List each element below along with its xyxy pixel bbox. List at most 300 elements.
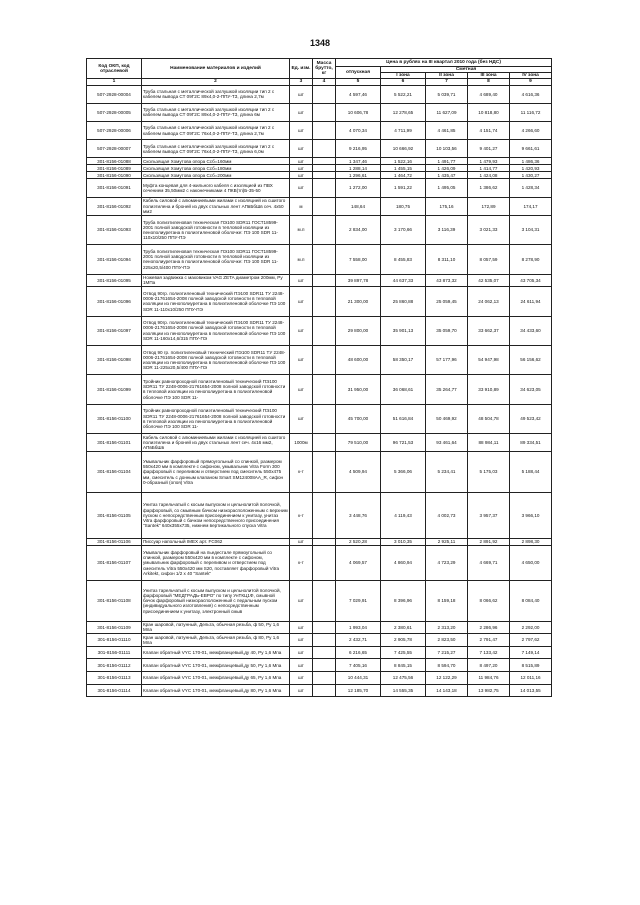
- row-code: 507-2928-00005: [87, 103, 142, 121]
- row-unit: шт: [290, 316, 313, 345]
- row-zone-1-price: 1 522,16: [381, 158, 426, 165]
- row-zone-3-price: 54 947,98: [468, 345, 510, 374]
- row-mass: [313, 85, 336, 103]
- row-name: Труба полиэтиленовая техническая ПЭ100 SDR11 ГОСТ18599-2001 полной заводской готовности в тепловой изоляции из пенополиуретана в полиэтиленовой оболочке: ПЭ 100 SDR 11-225х20,5/400 ППУ-ПЭ: [142, 245, 290, 274]
- col-number: 7: [426, 79, 468, 85]
- row-zone-3-price: 42 535,07: [468, 274, 510, 287]
- col-number: 5: [336, 79, 381, 85]
- row-release-price: 7 558,00: [336, 245, 381, 274]
- table-row: [87, 287, 552, 316]
- row-zone-4-price: 2 797,62: [510, 634, 552, 647]
- row-unit: шт: [290, 172, 313, 179]
- row-zone-2-price: 1 426,09: [426, 165, 468, 172]
- row-release-price: 48 600,00: [336, 345, 381, 374]
- row-mass: [313, 452, 336, 493]
- row-unit: шт: [290, 287, 313, 316]
- row-zone-3-price: 1 479,93: [468, 158, 510, 165]
- table-row: [87, 659, 552, 672]
- row-zone-4-price: 8 084,40: [510, 581, 552, 622]
- row-zone-4-price: 89 334,51: [510, 434, 552, 452]
- row-name: Ножевая задвижка с маховиком VAG ZETA диаметром 200мм, Ру 1МПа: [142, 274, 290, 287]
- row-unit: шт: [290, 646, 313, 659]
- row-zone-3-price: 8 057,59: [468, 245, 510, 274]
- row-zone-2-price: 8 311,10: [426, 245, 468, 274]
- row-zone-2-price: 5 039,71: [426, 85, 468, 103]
- table-row: [87, 274, 552, 287]
- row-code: 301-8156-01099: [87, 375, 142, 404]
- table-row: [87, 434, 552, 452]
- row-code: 301-8156-01095: [87, 274, 142, 287]
- row-release-price: 2 834,00: [336, 215, 381, 244]
- row-zone-3-price: 48 504,78: [468, 404, 510, 433]
- row-mass: [313, 672, 336, 685]
- row-release-price: 148,64: [336, 197, 381, 215]
- row-mass: [313, 103, 336, 121]
- row-zone-1-price: 96 721,53: [381, 434, 426, 452]
- row-zone-4-price: 14 013,55: [510, 684, 552, 697]
- row-unit: шт: [290, 85, 313, 103]
- row-unit: шт: [290, 621, 313, 634]
- row-zone-3-price: 13 982,75: [468, 684, 510, 697]
- row-name: Труба стальная с металлической заглушкой изоляции тип 2 с кабелем вывода СТ 09Г2С 89х4,0-2-ППУ-ТЗ, длина 6м: [142, 103, 290, 121]
- row-zone-1-price: 44 637,33: [381, 274, 426, 287]
- row-zone-2-price: 2 823,50: [426, 634, 468, 647]
- row-unit: м.п: [290, 245, 313, 274]
- row-mass: [313, 634, 336, 647]
- row-mass: [313, 375, 336, 404]
- row-zone-3-price: 33 910,89: [468, 375, 510, 404]
- row-code: 507-2928-00004: [87, 85, 142, 103]
- row-zone-4-price: 11 116,72: [510, 103, 552, 121]
- row-mass: [313, 274, 336, 287]
- table-row: [87, 684, 552, 697]
- row-unit: шт: [290, 404, 313, 433]
- row-code: 301-8156-01105: [87, 492, 142, 538]
- row-zone-1-price: 4 860,94: [381, 546, 426, 581]
- row-release-price: 1 347,46: [336, 158, 381, 165]
- row-mass: [313, 581, 336, 622]
- row-unit: к-т: [290, 452, 313, 493]
- row-zone-1-price: 4 119,43: [381, 492, 426, 538]
- table-row: [87, 546, 552, 581]
- row-zone-4-price: 1 430,27: [510, 172, 552, 179]
- row-code: 301-8156-01098: [87, 345, 142, 374]
- row-code: 301-8156-01089: [87, 165, 142, 172]
- row-name: Умывальник фарфоровый на пьедестале прямоугольный со спинкой, размером 550х420 мм в комплекте с сифоном, умывальник фарфоровый с переливом и отверстием под смеситель Vitra 550х420 мм S20, поставляет фарфоровый Vitra Arkitekt, сифон 1/2 х 40 "Santek": [142, 546, 290, 581]
- table-row: [87, 197, 552, 215]
- row-zone-2-price: 1 491,77: [426, 158, 468, 165]
- row-zone-4-price: 8 278,90: [510, 245, 552, 274]
- row-release-price: 10 444,31: [336, 672, 381, 685]
- row-zone-1-price: 8 455,83: [381, 245, 426, 274]
- row-zone-4-price: 9 661,61: [510, 140, 552, 158]
- row-zone-2-price: 35 264,77: [426, 375, 468, 404]
- row-unit: шт: [290, 345, 313, 374]
- row-release-price: 21 300,00: [336, 287, 381, 316]
- row-zone-3-price: 4 151,74: [468, 121, 510, 139]
- row-zone-4-price: 34 623,05: [510, 375, 552, 404]
- row-zone-4-price: 5 188,44: [510, 452, 552, 493]
- row-code: 301-8156-01096: [87, 287, 142, 316]
- row-mass: [313, 158, 336, 165]
- row-name: Унитаз тарельчатый с косым выпуском и цельнолитой полочкой, фарфоровый, со смывным бачком низкорасположенным с верхним пуском с непосредственным присоединением к унитазу, унитаз Vitra фарфоровый с бачком непосредственного присоединения "Santek" 640х355х735, нижнем вертикального спуска Vitra: [142, 492, 290, 538]
- row-mass: [313, 197, 336, 215]
- table-row: [87, 345, 552, 374]
- row-zone-1-price: 2 905,78: [381, 634, 426, 647]
- row-zone-4-price: 1 428,34: [510, 179, 552, 197]
- row-unit: шт: [290, 375, 313, 404]
- row-zone-1-price: 5 366,06: [381, 452, 426, 493]
- row-code: 301-8156-01090: [87, 172, 142, 179]
- row-name: Труба стальная с металлической заглушкой изоляции тип 2 с кабелем вывода СТ 09Г2С 89х4,0-2-ППУ-ТЗ, длина 2,7м: [142, 85, 290, 103]
- page-number: 1348: [309, 38, 331, 48]
- row-zone-2-price: 50 469,92: [426, 404, 468, 433]
- row-unit: шт: [290, 659, 313, 672]
- row-mass: [313, 215, 336, 244]
- row-name: Тройник равнопроходной полиэтиленовый технический ПЭ100 SDR11 ТУ 2248-0006-21761654-2008 полной заводской готовности в тепловой изоляции из пенополиуретана в полиэтиленовой оболочке ПЭ 100 SDR 11-: [142, 404, 290, 433]
- row-zone-3-price: 7 133,42: [468, 646, 510, 659]
- row-zone-2-price: 12 122,29: [426, 672, 468, 685]
- row-zone-1-price: 4 711,99: [381, 121, 426, 139]
- row-zone-2-price: 35 059,70: [426, 316, 468, 345]
- row-zone-2-price: 2 925,11: [426, 539, 468, 546]
- header-zone-3: III зона: [468, 73, 510, 79]
- table-row: [87, 215, 552, 244]
- row-mass: [313, 492, 336, 538]
- row-code: 301-8156-01108: [87, 581, 142, 622]
- row-zone-2-price: 4 723,29: [426, 546, 468, 581]
- row-code: 301-8156-01093: [87, 215, 142, 244]
- row-code: 301-8156-01109: [87, 621, 142, 634]
- price-table: [86, 58, 552, 697]
- row-name: Клапан обратный VYC 170-01, межфланцевый,ду 40, Ру 1,6 Мпа: [142, 646, 290, 659]
- table-row: [87, 621, 552, 634]
- header-name: Наименование материалов и изделий: [142, 59, 290, 79]
- row-name: Отвод 90гр. полиэтиленовый технический ПЭ100 SDR11 ТУ 2248-0006-21761654-2008 полной заводской готовности в тепловой изоляции из пенополиуретана в полиэтиленовой оболочке ПЭ 100 SDR 11-110х10/250 ППУ-ПЭ: [142, 287, 290, 316]
- row-name: Писсуар напольный IMEX арт. FC062: [142, 539, 290, 546]
- table-row: [87, 316, 552, 345]
- header-zone-1: I зона: [381, 73, 426, 79]
- row-zone-1-price: 1 464,72: [381, 172, 426, 179]
- table-row: [87, 158, 552, 165]
- row-zone-1-price: 36 068,61: [381, 375, 426, 404]
- row-unit: к-т: [290, 492, 313, 538]
- row-zone-2-price: 5 234,41: [426, 452, 468, 493]
- row-name: Скользящая Хомутова опора Ссб=180мм: [142, 165, 290, 172]
- table-row: [87, 85, 552, 103]
- row-zone-1-price: 3 010,35: [381, 539, 426, 546]
- row-zone-3-price: 33 662,37: [468, 316, 510, 345]
- table-row: [87, 375, 552, 404]
- row-zone-4-price: 1 486,36: [510, 158, 552, 165]
- row-name: Кабель силовой с алюминиевыми жилами с изоляцией из сшитого полиэтилена и броней из двух стальных лент сеч. 4х16 мм2, АПвБбШв: [142, 434, 290, 452]
- table-row: [87, 245, 552, 274]
- row-zone-3-price: 24 062,13: [468, 287, 510, 316]
- row-zone-4-price: 49 523,42: [510, 404, 552, 433]
- row-unit: шт: [290, 158, 313, 165]
- row-release-price: 1 993,04: [336, 621, 381, 634]
- row-zone-1-price: 25 860,88: [381, 287, 426, 316]
- row-mass: [313, 434, 336, 452]
- row-zone-3-price: 3 021,33: [468, 215, 510, 244]
- row-release-price: 1 288,14: [336, 165, 381, 172]
- row-name: Муфта концевая для 4-жильного кабеля с изоляцией из ПВХ сечением 35,50мм2 с наконечниками 4 ПКВ(тп)Б-35-50: [142, 179, 290, 197]
- row-zone-4-price: 4 616,36: [510, 85, 552, 103]
- row-name: Клапан обратный VYC 170-01, межфланцевый,ду 80, Ру 1,6 Мпа: [142, 684, 290, 697]
- row-zone-3-price: 88 984,11: [468, 434, 510, 452]
- row-release-price: 31 950,00: [336, 375, 381, 404]
- row-zone-3-price: 5 175,03: [468, 452, 510, 493]
- row-zone-1-price: 8 845,15: [381, 659, 426, 672]
- row-zone-3-price: 8 066,62: [468, 581, 510, 622]
- row-zone-4-price: 56 156,62: [510, 345, 552, 374]
- row-zone-3-price: 3 957,37: [468, 492, 510, 538]
- row-code: 301-8156-01091: [87, 179, 142, 197]
- header-estimate: Сметная: [381, 67, 552, 73]
- header-unit: Ед. изм.: [290, 59, 313, 79]
- row-zone-2-price: 14 143,18: [426, 684, 468, 697]
- row-release-price: 29 800,00: [336, 316, 381, 345]
- row-zone-1-price: 12 475,56: [381, 672, 426, 685]
- row-release-price: 4 070,34: [336, 121, 381, 139]
- row-mass: [313, 404, 336, 433]
- row-name: Кабель силовой с алюминиевыми жилами с изоляцией из сшитого полиэтилена и броней из двух стальных лент АПвБбШв сеч. 4х50 мм2: [142, 197, 290, 215]
- row-zone-1-price: 10 666,92: [381, 140, 426, 158]
- table-row: [87, 140, 552, 158]
- row-mass: [313, 659, 336, 672]
- row-release-price: 6 216,65: [336, 646, 381, 659]
- row-zone-3-price: 1 424,08: [468, 172, 510, 179]
- row-zone-2-price: 3 116,39: [426, 215, 468, 244]
- row-name: Унитаз тарельчатый с косым выпуском и цельнолитой полочкой, фарфоровый "МЕДГРАДЬ-ЕВРО" по типу УнТКЦ1Ф, смывной бачок фарфоровый низкорасположенный с педальным пуском (индивидуального изготовления) с непосредственным присоединением к унитазу, электронный смыв: [142, 581, 290, 622]
- table-row: [87, 646, 552, 659]
- row-zone-4-price: 4 650,00: [510, 546, 552, 581]
- row-unit: м: [290, 197, 313, 215]
- col-number: 2: [142, 79, 290, 85]
- row-name: Скользящая Хомутова опора Ссб=200мм: [142, 172, 290, 179]
- row-zone-1-price: 58 350,17: [381, 345, 426, 374]
- row-release-price: 39 897,78: [336, 274, 381, 287]
- row-code: 301-8156-01094: [87, 245, 142, 274]
- table-row: [87, 165, 552, 172]
- row-zone-4-price: 3 966,10: [510, 492, 552, 538]
- row-code: 301-8156-01111: [87, 646, 142, 659]
- row-code: 301-8156-01112: [87, 659, 142, 672]
- row-name: Клапан обратный VYC 170-01, межфланцевый,ду 50, Ру 1,6 Мпа: [142, 659, 290, 672]
- row-code: 301-8156-01107: [87, 546, 142, 581]
- row-name: Тройник равнопроходной полиэтиленовый технический ПЭ100 SDR11 ТУ 2248-0006-21761654-2008 полной заводской готовности в тепловой изоляции из пенополиуретана в полиэтиленовой оболочке ПЭ 100 SDR 11-: [142, 375, 290, 404]
- row-code: 301-8156-01097: [87, 316, 142, 345]
- row-zone-4-price: 7 149,14: [510, 646, 552, 659]
- row-zone-1-price: 8 396,96: [381, 581, 426, 622]
- row-zone-2-price: 10 103,56: [426, 140, 468, 158]
- row-zone-2-price: 4 461,85: [426, 121, 468, 139]
- table-row: [87, 634, 552, 647]
- col-number: 8: [468, 79, 510, 85]
- row-zone-2-price: 175,16: [426, 197, 468, 215]
- table-row: [87, 492, 552, 538]
- row-zone-2-price: 1 495,05: [426, 179, 468, 197]
- row-code: 301-8156-01092: [87, 197, 142, 215]
- row-code: 507-2928-00006: [87, 121, 142, 139]
- row-code: 301-8156-01088: [87, 158, 142, 165]
- row-zone-1-price: 12 278,65: [381, 103, 426, 121]
- row-zone-3-price: 4 689,40: [468, 85, 510, 103]
- row-release-price: 3 448,76: [336, 492, 381, 538]
- row-mass: [313, 539, 336, 546]
- row-mass: [313, 345, 336, 374]
- table-row: [87, 121, 552, 139]
- row-name: Отвод 90 гр. полиэтиленовый технический ПЭ100 SDR11 ТУ 2248-0006-21761654-2008 полной заводской готовности в тепловой изоляции из пенополиуретана в полиэтиленовой оболочке ПЭ 100 SDR 11-225х20,5/400 ППУ-ПЭ: [142, 345, 290, 374]
- row-zone-2-price: 8 159,18: [426, 581, 468, 622]
- row-release-price: 4 069,57: [336, 546, 381, 581]
- row-zone-2-price: 2 313,20: [426, 621, 468, 634]
- row-zone-2-price: 1 435,47: [426, 172, 468, 179]
- row-unit: шт: [290, 274, 313, 287]
- row-zone-3-price: 11 984,76: [468, 672, 510, 685]
- col-number: 1: [87, 79, 142, 85]
- row-mass: [313, 140, 336, 158]
- row-unit: шт: [290, 634, 313, 647]
- row-zone-4-price: 3 104,31: [510, 215, 552, 244]
- row-unit: к-т: [290, 546, 313, 581]
- col-number: 9: [510, 79, 552, 85]
- row-mass: [313, 684, 336, 697]
- row-zone-1-price: 1 455,15: [381, 165, 426, 172]
- row-zone-4-price: 4 266,60: [510, 121, 552, 139]
- row-zone-3-price: 8 497,20: [468, 659, 510, 672]
- row-code: 507-2928-00007: [87, 140, 142, 158]
- row-zone-3-price: 2 791,47: [468, 634, 510, 647]
- row-zone-1-price: 51 616,84: [381, 404, 426, 433]
- row-zone-4-price: 174,17: [510, 197, 552, 215]
- row-mass: [313, 646, 336, 659]
- row-zone-4-price: 12 011,16: [510, 672, 552, 685]
- row-zone-4-price: 8 515,89: [510, 659, 552, 672]
- row-name: Клапан обратный VYC 170-01, межфланцевый,ду 65, Ру 1,6 Мпа: [142, 672, 290, 685]
- row-zone-1-price: 5 522,21: [381, 85, 426, 103]
- row-code: 301-8156-01110: [87, 634, 142, 647]
- row-zone-2-price: 57 177,96: [426, 345, 468, 374]
- row-zone-3-price: 2 286,96: [468, 621, 510, 634]
- col-number: 3: [290, 79, 313, 85]
- row-zone-2-price: 25 059,45: [426, 287, 468, 316]
- row-release-price: 1 296,61: [336, 172, 381, 179]
- row-code: 301-8156-01114: [87, 684, 142, 697]
- row-zone-2-price: 11 627,09: [426, 103, 468, 121]
- row-code: 301-8156-01113: [87, 672, 142, 685]
- row-unit: 1000м: [290, 434, 313, 452]
- row-release-price: 45 700,00: [336, 404, 381, 433]
- row-zone-4-price: 24 611,94: [510, 287, 552, 316]
- row-mass: [313, 287, 336, 316]
- row-mass: [313, 165, 336, 172]
- row-unit: шт: [290, 179, 313, 197]
- row-zone-4-price: 2 898,30: [510, 539, 552, 546]
- header-release: отпускная: [336, 67, 381, 79]
- row-code: 301-8156-01106: [87, 539, 142, 546]
- row-release-price: 9 216,95: [336, 140, 381, 158]
- row-unit: шт: [290, 103, 313, 121]
- row-name: Скользящая Хомутова опора Ссб=160мм: [142, 158, 290, 165]
- header-mass: Масса брутто, кг: [313, 59, 336, 79]
- row-zone-4-price: 2 292,00: [510, 621, 552, 634]
- header-price-title: Цена в рублях на III квартал 2010 года (без НДС): [336, 59, 552, 67]
- row-release-price: 12 185,70: [336, 684, 381, 697]
- row-unit: шт: [290, 684, 313, 697]
- row-zone-1-price: 35 901,13: [381, 316, 426, 345]
- row-zone-4-price: 43 705,34: [510, 274, 552, 287]
- table-row: [87, 172, 552, 179]
- row-release-price: 79 510,00: [336, 434, 381, 452]
- header-code: Код ОКП, код отраслевой: [87, 59, 142, 79]
- row-mass: [313, 245, 336, 274]
- row-zone-2-price: 43 873,32: [426, 274, 468, 287]
- row-mass: [313, 546, 336, 581]
- row-name: Отвод 90гр. полиэтиленовый технический ПЭ100 SDR11 ТУ 2248-0006-21761654-2008 полной заводской готовности в тепловой изоляции из пенополиуретана в полиэтиленовой оболочке ПЭ 100 SDR 11-160х14,6/315 ППУ-ПЭ: [142, 316, 290, 345]
- table-row: [87, 539, 552, 546]
- row-release-price: 1 272,00: [336, 179, 381, 197]
- row-zone-2-price: 7 215,27: [426, 646, 468, 659]
- table-row: [87, 581, 552, 622]
- table-row: [87, 404, 552, 433]
- row-unit: м.п: [290, 215, 313, 244]
- row-release-price: 7 405,16: [336, 659, 381, 672]
- row-mass: [313, 621, 336, 634]
- header-zone-4: IV зона: [510, 73, 552, 79]
- row-release-price: 4 509,94: [336, 452, 381, 493]
- row-zone-1-price: 1 591,22: [381, 179, 426, 197]
- row-unit: шт: [290, 581, 313, 622]
- row-mass: [313, 121, 336, 139]
- row-name: Кран шаровой, латунный, Дельта, обычная резьба, ф 80, Ру 1,6 Мпа: [142, 634, 290, 647]
- row-zone-2-price: 4 002,73: [426, 492, 468, 538]
- row-release-price: 10 606,78: [336, 103, 381, 121]
- table-row: [87, 179, 552, 197]
- row-zone-1-price: 180,75: [381, 197, 426, 215]
- row-name: Кран шаровой, латунный, Дельта, обычная резьба, ф 50, Ру 1,6 Мпа: [142, 621, 290, 634]
- row-zone-1-price: 7 425,55: [381, 646, 426, 659]
- row-name: Умывальник фарфоровый прямоугольный со спинкой, размером 550х420 мм в комплекте с сифоном, умывальник Vitra Form 300 фарфоровый с переливом и отверстием под смеситель 550х475 мм, смеситель с донным клапаном Smart SM124008AA_R, сифон 0-образный (опоя) Vitra: [142, 452, 290, 493]
- row-release-price: 4 597,46: [336, 85, 381, 103]
- table-row: [87, 672, 552, 685]
- row-zone-3-price: 1 414,77: [468, 165, 510, 172]
- row-zone-4-price: 1 420,93: [510, 165, 552, 172]
- row-unit: шт: [290, 539, 313, 546]
- row-zone-3-price: 2 891,92: [468, 539, 510, 546]
- header-zone-2: II зона: [426, 73, 468, 79]
- row-zone-1-price: 14 555,35: [381, 684, 426, 697]
- row-mass: [313, 172, 336, 179]
- row-mass: [313, 316, 336, 345]
- row-zone-1-price: 3 170,66: [381, 215, 426, 244]
- row-unit: шт: [290, 140, 313, 158]
- table-row: [87, 452, 552, 493]
- row-zone-1-price: 2 380,61: [381, 621, 426, 634]
- row-zone-2-price: 93 461,64: [426, 434, 468, 452]
- row-zone-3-price: 172,89: [468, 197, 510, 215]
- row-unit: шт: [290, 165, 313, 172]
- row-name: Труба стальная с металлической заглушкой изоляции тип 2 с кабелем вывода СТ 09Г2С 76х4,0-2-ППУ-ТЗ, длина 2,7м: [142, 121, 290, 139]
- col-number: 6: [381, 79, 426, 85]
- row-zone-2-price: 8 594,70: [426, 659, 468, 672]
- row-unit: шт: [290, 121, 313, 139]
- table-row: [87, 103, 552, 121]
- row-release-price: 2 432,71: [336, 634, 381, 647]
- col-number: 4: [313, 79, 336, 85]
- row-zone-3-price: 10 818,80: [468, 103, 510, 121]
- row-code: 301-8156-01100: [87, 404, 142, 433]
